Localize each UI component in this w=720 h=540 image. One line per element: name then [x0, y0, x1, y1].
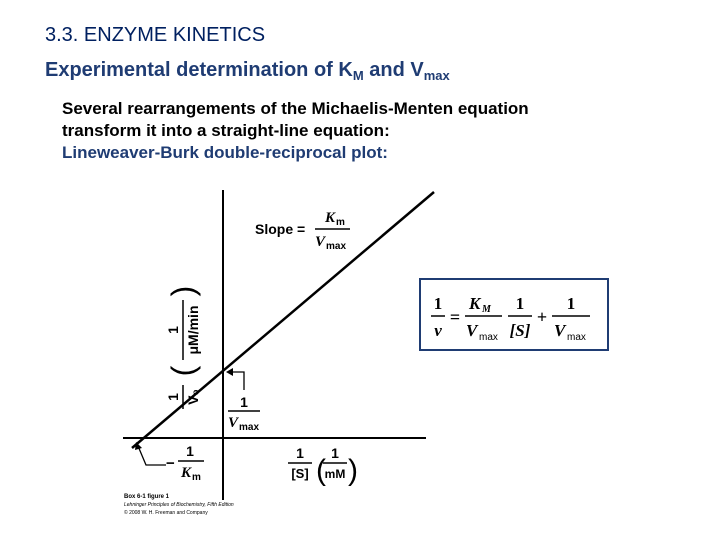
- slide-subtitle: [45, 58, 450, 84]
- body-line-3: Lineweaver-Burk double-reciprocal plot:: [62, 143, 388, 163]
- eq-term1-den: V: [466, 321, 478, 340]
- y-intercept-arrowhead: [226, 368, 233, 376]
- eq-equals: =: [449, 307, 461, 327]
- y-label-den: V₀: [185, 389, 201, 405]
- x-label-paren-right: ): [348, 454, 358, 487]
- x-intercept-den-sub: m: [192, 472, 201, 483]
- y-unit-den: μM/min: [185, 305, 201, 355]
- slope-num-sub: m: [336, 217, 345, 228]
- y-axis-label: [165, 286, 201, 409]
- eq-term3-den: V: [554, 321, 566, 340]
- subtitle-sub-m: M: [352, 68, 364, 83]
- slope-den-sub: max: [326, 241, 347, 252]
- x-label-paren-left: (: [316, 454, 326, 487]
- y-intercept-arrow: [228, 372, 244, 390]
- eq-plus: +: [536, 307, 548, 327]
- x-intercept-num: 1: [186, 443, 194, 459]
- y-label-paren-right: ): [165, 285, 201, 297]
- figure-caption-2: Lehninger Principles of Biochemistry, Fifth Edition: [124, 502, 234, 508]
- subtitle-sub-max: max: [423, 68, 450, 83]
- x-intercept-minus: −: [166, 455, 175, 472]
- eq-lhs-den: v: [434, 321, 442, 340]
- eq-term1-num-sub: M: [482, 304, 491, 315]
- x-label-den: [S]: [291, 466, 309, 481]
- figure-caption-3: © 2008 W. H. Freeman and Company: [124, 510, 208, 516]
- eq-term3-den-sub: max: [567, 332, 586, 343]
- eq-term3-num: 1: [566, 294, 576, 313]
- x-unit-num: 1: [331, 445, 339, 461]
- eq-term1-den-sub: max: [479, 332, 498, 343]
- x-axis-label: [288, 445, 358, 487]
- y-intercept-num: 1: [240, 394, 248, 410]
- y-label-paren-left: (: [165, 365, 201, 377]
- eq-term1-num: K: [469, 294, 481, 313]
- x-intercept-arrow: [138, 446, 166, 465]
- body-line-2: transform it into a straight-line equation:: [62, 121, 390, 141]
- subtitle-main: Experimental determination of K: [45, 59, 353, 81]
- y-unit-num: 1: [165, 326, 181, 334]
- slope-label: Slope =: [255, 221, 306, 237]
- body-text: [62, 98, 702, 164]
- eq-lhs-num: 1: [433, 294, 443, 313]
- y-intercept-den: V: [228, 415, 239, 431]
- x-intercept-den: K: [181, 465, 192, 481]
- slide-title: 3.3. ENZYME KINETICS: [45, 24, 266, 46]
- figure-caption-1: Box 6-1 figure 1: [124, 494, 170, 500]
- body-line-1: Several rearrangements of the Michaelis-Menten equation: [62, 99, 529, 118]
- eq-term2-num: 1: [515, 294, 525, 313]
- y-intercept-den-sub: max: [239, 422, 260, 433]
- lineweaver-burk-figure: [118, 190, 618, 520]
- slope-den: V: [315, 234, 326, 250]
- x-unit-den: mM: [324, 467, 346, 481]
- subtitle-rest: and V: [363, 59, 424, 81]
- eq-term2-den: [S]: [509, 321, 531, 340]
- y-label-num: 1: [165, 393, 181, 401]
- x-label-num: 1: [296, 445, 304, 461]
- slope-num: K: [325, 210, 336, 226]
